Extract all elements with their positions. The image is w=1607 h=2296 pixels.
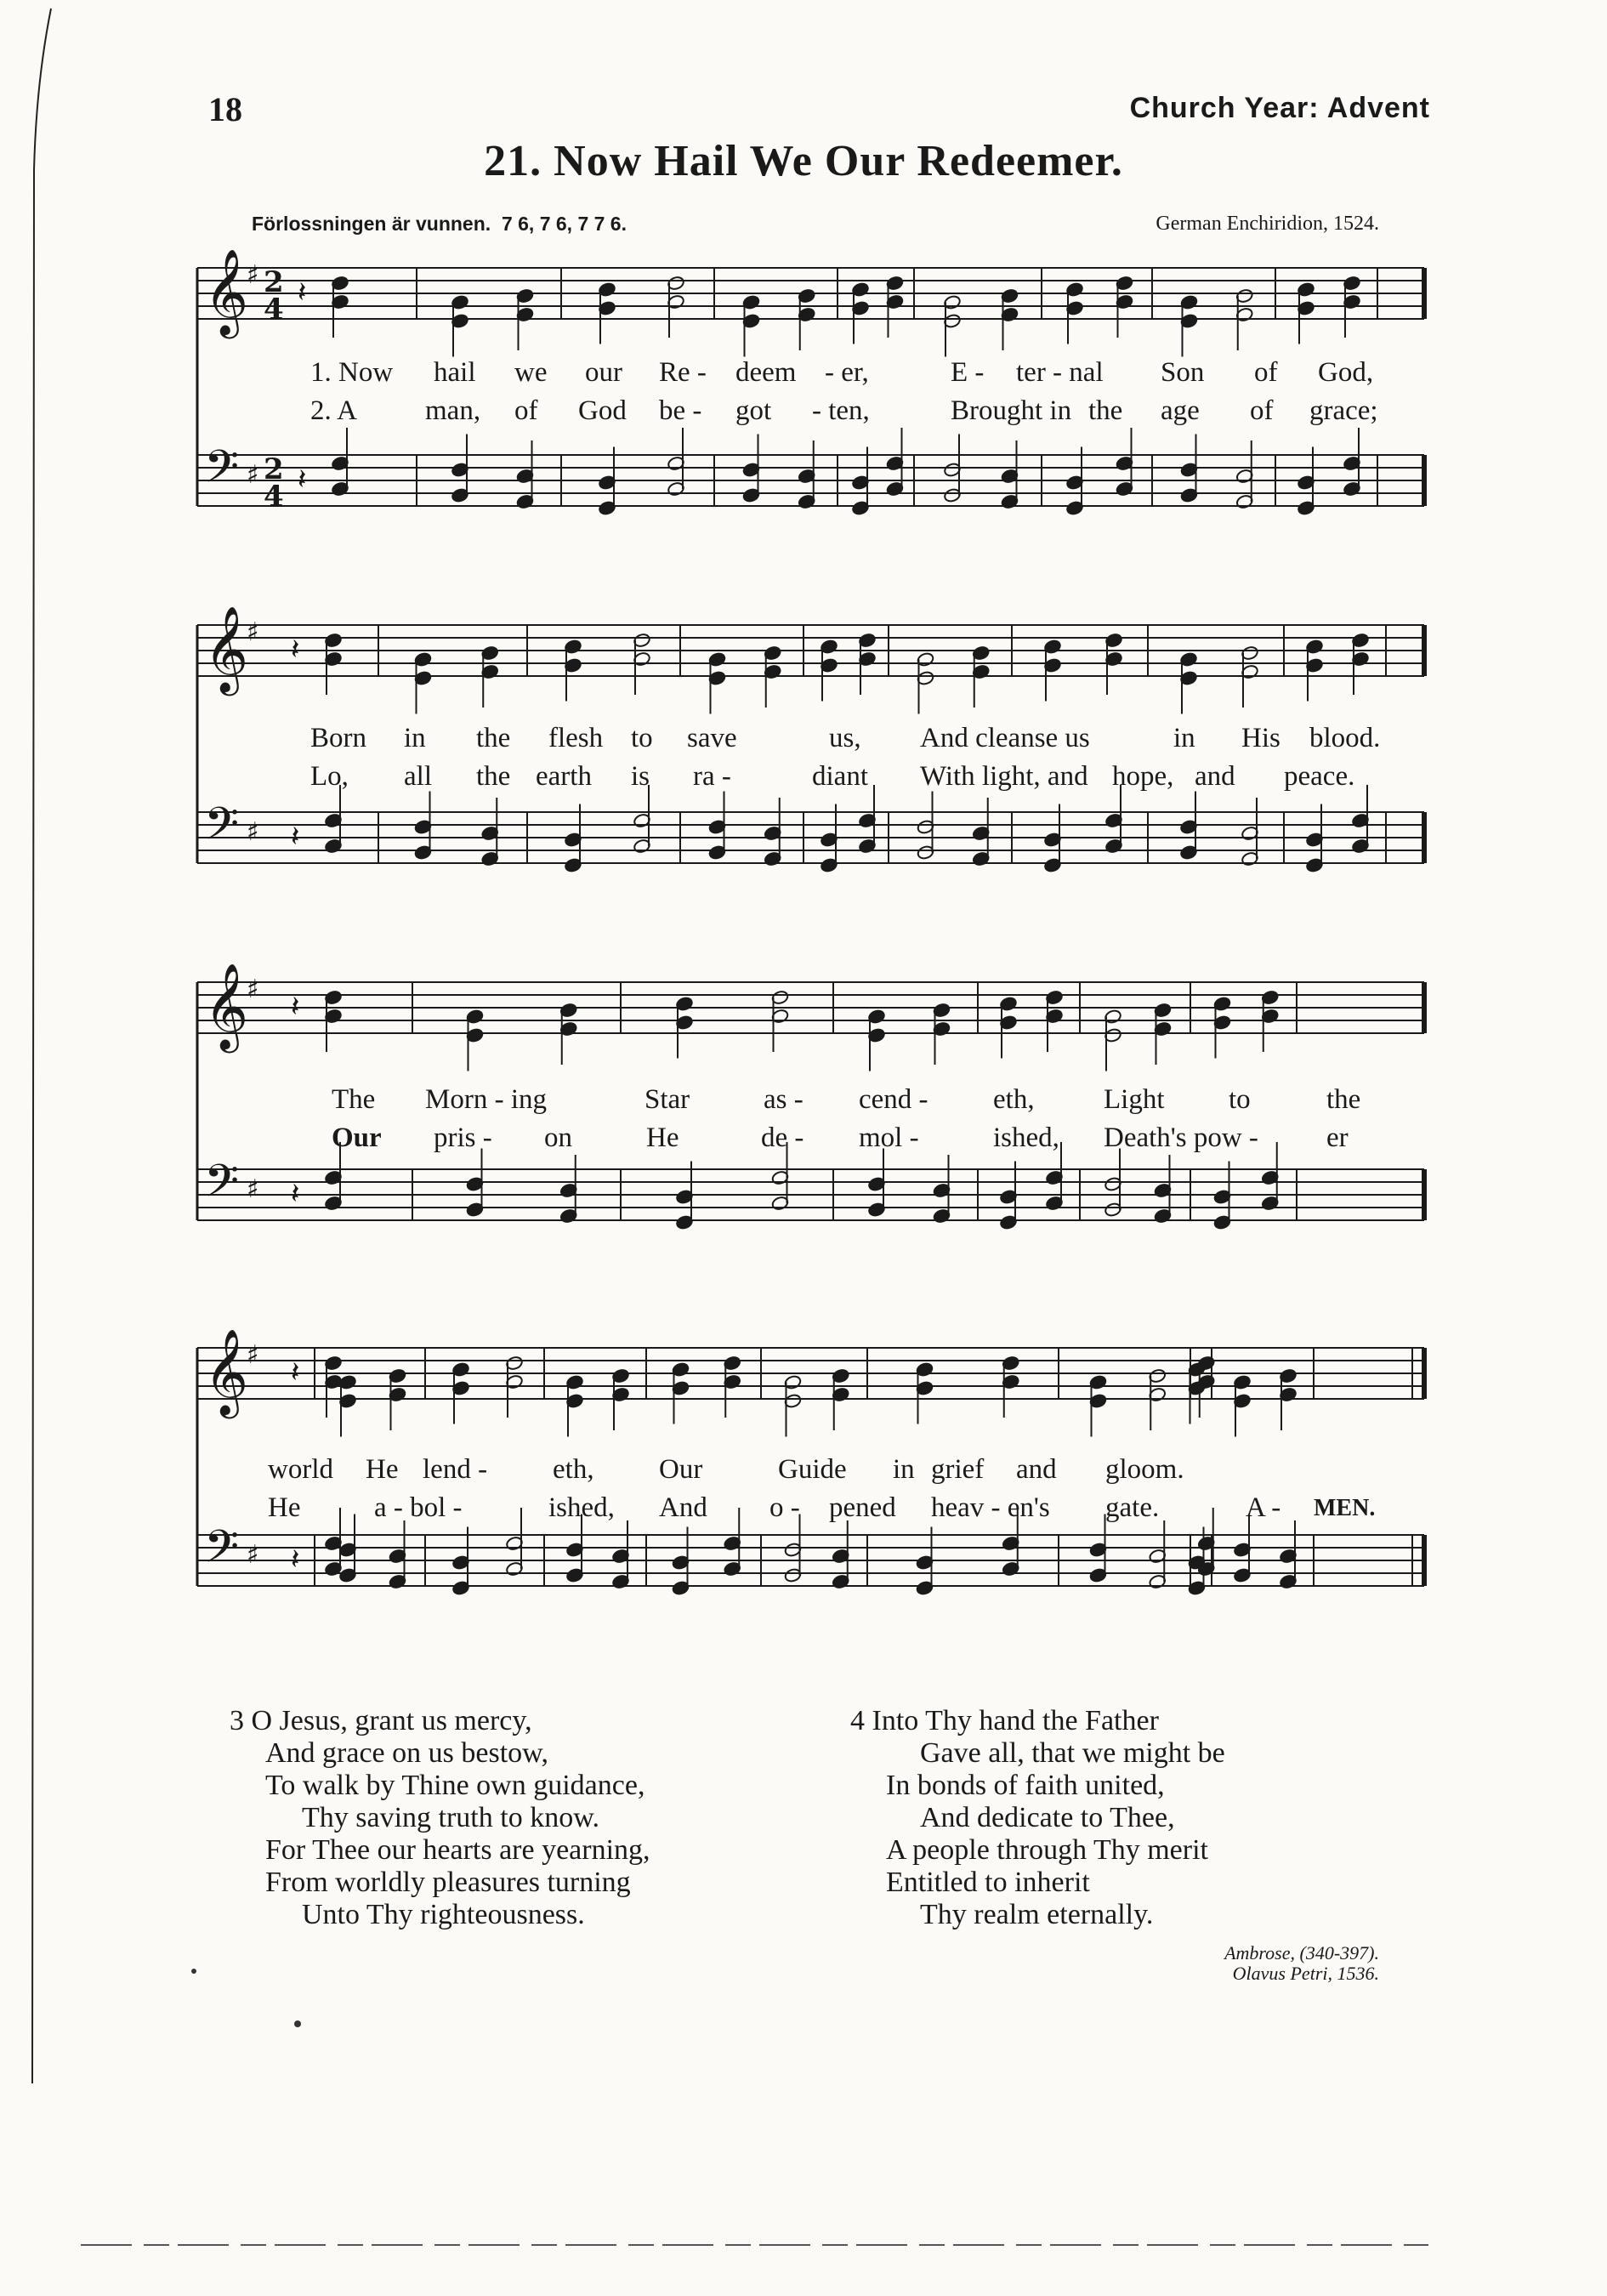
- lyric-s2-v1-2: the: [476, 723, 511, 753]
- lyric-s1-v2-8: the: [1088, 395, 1123, 426]
- stanza3-line-2: To walk by Thine own guidance,: [265, 1770, 645, 1801]
- svg-text:♯: ♯: [247, 1174, 259, 1204]
- lyric-s4-v2-1: a - bol -: [374, 1492, 463, 1523]
- running-head: Church Year: Advent: [1129, 92, 1430, 124]
- lyric-s2-v1-0: Born: [310, 723, 366, 753]
- svg-text:𝄽: 𝄽: [291, 1177, 300, 1211]
- lyric-s1-v1-0: 1. Now: [310, 357, 394, 388]
- svg-text:2: 2: [264, 452, 284, 486]
- lyric-s1-v1-2: we: [514, 357, 548, 388]
- lyric-s3-v1-6: Light: [1104, 1084, 1165, 1115]
- lyric-s3-v2-4: de -: [761, 1122, 804, 1153]
- lyric-s4-v2-0: He: [268, 1492, 301, 1523]
- lyric-s1-v2-11: grace;: [1309, 395, 1378, 426]
- lyric-s3-v1-4: cend -: [859, 1084, 928, 1115]
- lyric-s4-v1-2: lend -: [423, 1454, 488, 1485]
- lyric-s1-v1-7: E -: [951, 357, 985, 388]
- lyric-s4-v1-1: He: [366, 1454, 399, 1485]
- lyric-s2-v2-4: is: [631, 761, 650, 792]
- stanza3-line-0: 3 O Jesus, grant us mercy,: [230, 1705, 532, 1736]
- svg-text:♯: ♯: [247, 975, 259, 1004]
- lyric-s4-v2-8: A -: [1246, 1492, 1281, 1523]
- lyric-s4-v1-4: Our: [659, 1454, 703, 1485]
- original-title: Förlossningen är vunnen.: [252, 213, 491, 235]
- stanza3-line-4: For Thee our hearts are yearning,: [265, 1834, 650, 1866]
- hymn-source: German Enchiridion, 1524.: [1156, 213, 1379, 235]
- svg-text:𝄽: 𝄽: [291, 1543, 300, 1577]
- svg-text:4: 4: [264, 293, 284, 327]
- svg-text:𝄽: 𝄽: [298, 276, 307, 310]
- lyric-s2-v2-8: hope,: [1112, 761, 1174, 792]
- lyric-s1-v2-0: 2. A: [310, 395, 358, 426]
- lyric-s3-v1-3: as -: [764, 1084, 804, 1115]
- lyric-s3-v1-8: the: [1326, 1084, 1361, 1115]
- lyric-s3-v2-3: He: [646, 1122, 679, 1153]
- svg-text:♯: ♯: [247, 1540, 259, 1570]
- lyric-s1-v2-9: age: [1161, 395, 1200, 426]
- lyric-s2-v1-5: save: [687, 723, 737, 753]
- lyric-s2-v1-4: to: [631, 723, 653, 753]
- lyric-s2-v1-8: in: [1173, 723, 1195, 753]
- lyric-s3-v2-8: er: [1326, 1122, 1349, 1153]
- svg-text:𝄢: 𝄢: [204, 441, 240, 504]
- lyric-s4-v1-5: Guide: [778, 1454, 847, 1485]
- lyric-s4-v2-2: ished,: [548, 1492, 615, 1523]
- lyric-s4-v1-7: grief: [931, 1454, 985, 1485]
- svg-text:2: 2: [264, 265, 284, 299]
- svg-text:♯: ♯: [247, 1340, 259, 1370]
- lyric-s4-v2-7: gate.: [1105, 1492, 1160, 1523]
- lyric-s3-v1-1: Morn - ing: [425, 1084, 547, 1115]
- stanza4-line-6: Thy realm eternally.: [920, 1899, 1154, 1930]
- svg-text:𝄽: 𝄽: [291, 633, 300, 667]
- lyric-s1-v2-10: of: [1250, 395, 1274, 426]
- stanza3-line-5: From worldly pleasures turning: [265, 1867, 631, 1898]
- lyric-s2-v2-10: peace.: [1284, 761, 1355, 792]
- lyric-s3-v1-0: The: [332, 1084, 376, 1115]
- stanza4-line-2: In bonds of faith united,: [886, 1770, 1165, 1801]
- svg-text:𝄢: 𝄢: [204, 1156, 240, 1219]
- svg-text:𝄞: 𝄞: [204, 247, 249, 335]
- lyric-s3-v1-2: Star: [645, 1084, 690, 1115]
- lyric-s2-v2-0: Lo,: [310, 761, 349, 792]
- svg-text:𝄞: 𝄞: [204, 1327, 249, 1415]
- lyric-s2-v2-5: ra -: [693, 761, 731, 792]
- lyric-s1-v2-7: Brought in: [951, 395, 1072, 426]
- lyric-s2-v2-6: diant: [812, 761, 868, 792]
- lyric-s2-v1-6: us,: [829, 723, 861, 753]
- lyric-s3-v1-5: eth,: [993, 1084, 1035, 1115]
- lyric-s1-v2-3: God: [578, 395, 627, 426]
- svg-text:𝄢: 𝄢: [204, 798, 240, 861]
- lyric-s1-v1-3: our: [585, 357, 622, 388]
- lyric-s4-v1-8: and: [1016, 1454, 1057, 1485]
- lyric-s2-v1-9: His: [1241, 723, 1280, 753]
- lyric-s3-v2-0: Our: [332, 1122, 382, 1153]
- stanza4-line-0: 4 Into Thy hand the Father: [850, 1705, 1159, 1736]
- lyric-s2-v1-7: And cleanse us: [920, 723, 1090, 753]
- lyric-s2-v2-1: all: [404, 761, 432, 792]
- lyric-s2-v1-1: in: [404, 723, 426, 753]
- stanza4-line-5: Entitled to inherit: [886, 1867, 1090, 1898]
- lyric-s1-v2-4: be -: [659, 395, 702, 426]
- svg-text:𝄽: 𝄽: [298, 463, 307, 497]
- lyric-s4-v1-9: gloom.: [1105, 1454, 1184, 1485]
- lyric-s1-v2-1: man,: [425, 395, 481, 426]
- lyric-s4-v2-9: MEN.: [1314, 1495, 1376, 1521]
- stanza3-line-1: And grace on us bestow,: [265, 1737, 548, 1769]
- lyric-s2-v2-2: the: [476, 761, 511, 792]
- lyric-s1-v2-2: of: [514, 395, 538, 426]
- lyric-s1-v1-9: Son: [1161, 357, 1205, 388]
- lyric-s4-v1-0: world: [268, 1454, 333, 1485]
- stanza4-line-1: Gave all, that we might be: [920, 1737, 1225, 1769]
- svg-text:𝄞: 𝄞: [204, 605, 249, 692]
- svg-text:♯: ♯: [247, 817, 259, 847]
- svg-text:♯: ♯: [247, 260, 259, 290]
- lyric-s3-v2-5: mol -: [859, 1122, 919, 1153]
- lyric-s2-v1-3: flesh: [548, 723, 604, 753]
- lyric-s4-v1-3: eth,: [553, 1454, 594, 1485]
- svg-text:𝄢: 𝄢: [204, 1521, 240, 1584]
- svg-text:𝄽: 𝄽: [291, 1355, 300, 1390]
- lyric-s1-v2-5: got: [735, 395, 772, 426]
- lyric-s4-v2-3: And: [659, 1492, 707, 1523]
- stanza4-line-3: And dedicate to Thee,: [920, 1802, 1175, 1833]
- lyric-s1-v1-11: God,: [1318, 357, 1374, 388]
- lyric-s3-v2-7: Death's pow -: [1104, 1122, 1258, 1153]
- svg-text:♯: ♯: [247, 617, 259, 647]
- stanza4-line-4: A people through Thy merit: [886, 1834, 1208, 1866]
- svg-text:𝄽: 𝄽: [291, 820, 300, 854]
- lyric-s2-v1-10: blood.: [1309, 723, 1381, 753]
- lyric-s1-v1-10: of: [1254, 357, 1278, 388]
- lyric-s1-v1-5: deem: [735, 357, 797, 388]
- stanza3-line-3: Thy saving truth to know.: [302, 1802, 600, 1833]
- lyric-s1-v1-1: hail: [434, 357, 476, 388]
- lyric-s3-v1-7: to: [1229, 1084, 1251, 1115]
- meter: 7 6, 7 6, 7 7 6.: [501, 213, 627, 235]
- hymn-title: 21. Now Hail We Our Redeemer.: [484, 137, 1123, 185]
- lyric-s2-v2-7: With light, and: [920, 761, 1088, 792]
- lyric-s1-v1-6: - er,: [825, 357, 869, 388]
- lyric-s4-v2-5: pened: [829, 1492, 896, 1523]
- svg-text:𝄞: 𝄞: [204, 962, 249, 1049]
- lyric-s4-v2-6: heav - en's: [931, 1492, 1050, 1523]
- lyric-s4-v1-6: in: [893, 1454, 915, 1485]
- svg-text:4: 4: [264, 480, 284, 514]
- lyric-s2-v2-9: and: [1195, 761, 1235, 792]
- lyric-s3-v2-6: ished,: [993, 1122, 1059, 1153]
- lyric-s3-v2-1: pris -: [434, 1122, 492, 1153]
- page-number: 18: [208, 90, 242, 128]
- credit-translator: Olavus Petri, 1536.: [1232, 1963, 1379, 1984]
- stanza3-line-6: Unto Thy righteousness.: [302, 1899, 585, 1930]
- svg-text:♯: ♯: [247, 460, 259, 490]
- lyric-s1-v2-6: - ten,: [812, 395, 870, 426]
- lyric-s1-v1-8: ter - nal: [1016, 357, 1104, 388]
- lyric-s4-v2-4: o -: [769, 1492, 800, 1523]
- lyric-s1-v1-4: Re -: [659, 357, 707, 388]
- credit-author: Ambrose, (340-397).: [1224, 1942, 1379, 1964]
- lyric-s2-v2-3: earth: [536, 761, 592, 792]
- svg-text:𝄽: 𝄽: [291, 990, 300, 1024]
- lyric-s3-v2-2: on: [544, 1122, 572, 1153]
